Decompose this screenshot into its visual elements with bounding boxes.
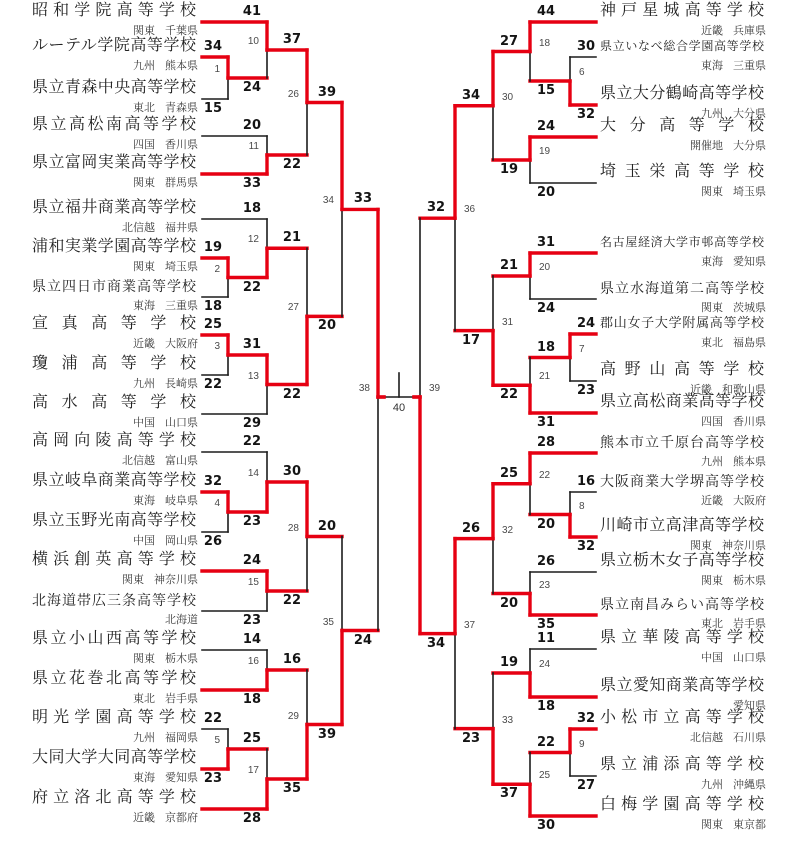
team-region	[32, 574, 198, 587]
match-number: 2	[214, 263, 220, 275]
match-number: 35	[322, 616, 334, 628]
team-region	[600, 652, 766, 665]
match-number: 14	[247, 468, 259, 479]
team-name: 県立いなべ総合学園高等学校	[600, 39, 764, 53]
match-number: 16	[247, 656, 259, 667]
region-prefecture: 茨城県	[733, 302, 766, 314]
score-label: 20	[537, 185, 556, 200]
score-label: 18	[242, 201, 261, 216]
region-prefecture: 石川県	[733, 732, 766, 744]
team-name: 県立青森中央高等学校	[32, 79, 196, 96]
match-number: 23	[539, 579, 551, 591]
score-label: 31	[537, 415, 556, 430]
team-name: 県立水海道第二高等学校	[600, 280, 764, 296]
region-block: 近畿	[701, 25, 723, 37]
region-block: 関東	[701, 575, 723, 587]
team-name: 県立栃木女子高等学校	[600, 552, 764, 569]
score-label: 23	[577, 383, 596, 398]
match-number: 7	[579, 343, 585, 355]
team-name: 県立玉野光南高等学校	[32, 512, 196, 529]
match-number: 30	[502, 91, 514, 103]
score-label: 35	[537, 617, 556, 632]
score-label: 35	[282, 781, 301, 796]
region-prefecture: 千葉県	[165, 25, 198, 37]
score-label: 24	[577, 316, 596, 331]
match-number: 27	[287, 302, 299, 314]
score-label: 29	[242, 416, 261, 431]
score-label: 34	[427, 635, 446, 651]
match-number: 20	[539, 262, 551, 273]
region-block: 関東	[701, 302, 723, 314]
region-block: 東海	[133, 300, 155, 312]
team-name: 埼玉栄高等学校	[600, 163, 764, 180]
score-label: 32	[203, 474, 222, 489]
region-prefecture: 福岡県	[165, 732, 198, 744]
region-block: 九州	[133, 378, 155, 390]
team-region	[600, 140, 766, 153]
region-block: 北信越	[122, 455, 155, 467]
team-name: 県立高松商業高等学校	[600, 393, 764, 410]
team-region	[32, 535, 198, 548]
region-block: 関東	[133, 177, 155, 189]
team-region	[32, 177, 198, 190]
score-label: 24	[353, 632, 372, 648]
match-number: 21	[539, 371, 551, 383]
team-name: 宣真高等学校	[32, 315, 196, 332]
region-prefecture: 栃木県	[733, 575, 766, 587]
score-label: 23	[203, 771, 222, 786]
team-region	[32, 732, 198, 745]
region-block: 中国	[133, 535, 155, 547]
team-region	[32, 378, 198, 391]
region-block: 東北	[133, 102, 155, 114]
score-label: 19	[500, 655, 519, 670]
score-label: 32	[577, 107, 596, 122]
team-name: 横浜創英高等学校	[32, 551, 196, 568]
team-name: 白梅学園高等学校	[600, 796, 764, 813]
team-name: 県立福井商業高等学校	[32, 199, 196, 216]
region-prefecture: 兵庫県	[733, 25, 766, 37]
match-number: 32	[502, 524, 514, 536]
score-label: 32	[427, 200, 446, 216]
score-label: 34	[462, 87, 481, 103]
score-label: 24	[242, 80, 261, 95]
region-prefecture: 福島県	[733, 337, 766, 349]
match-number: 9	[579, 738, 585, 750]
region-prefecture: 岡山県	[165, 535, 198, 547]
match-number: 4	[214, 498, 220, 509]
region-block: 中国	[133, 417, 155, 429]
region-block: 四国	[133, 139, 155, 151]
team-name: 県立四日市商業高等学校	[32, 278, 196, 294]
team-name: 県立花巻北高等学校	[32, 670, 196, 687]
region-prefecture: 三重県	[733, 60, 766, 72]
score-label: 15	[537, 83, 556, 98]
score-label: 31	[242, 337, 261, 352]
team-region	[600, 416, 766, 429]
team-region	[32, 60, 198, 73]
team-region	[32, 261, 198, 274]
region-block: 東海	[133, 772, 155, 784]
score-label: 37	[500, 786, 519, 802]
score-label: 22	[203, 711, 222, 726]
team-region	[600, 256, 766, 269]
score-label: 20	[317, 518, 336, 534]
team-region	[32, 812, 198, 825]
score-label: 22	[537, 734, 556, 750]
score-label: 22	[282, 386, 301, 402]
region-block: 関東	[701, 186, 723, 198]
team-region	[600, 732, 766, 745]
region-block: 九州	[701, 779, 723, 791]
score-label: 25	[500, 465, 519, 481]
score-label: 25	[203, 317, 222, 332]
score-label: 39	[317, 84, 336, 100]
region-block: 東北	[133, 693, 155, 705]
team-region	[600, 186, 766, 199]
score-label: 27	[500, 33, 519, 49]
region-block: 関東	[122, 574, 144, 586]
team-name: 瓊浦高等学校	[32, 355, 196, 372]
region-block: 中国	[701, 652, 723, 664]
region-block: 近畿	[133, 338, 155, 350]
team-name: 県立大分鶴崎高等学校	[600, 85, 764, 102]
team-region	[600, 456, 766, 469]
match-number: 12	[247, 234, 259, 246]
match-number: 28	[287, 522, 299, 534]
region-block: 関東	[133, 25, 155, 37]
team-region	[32, 653, 198, 666]
score-label: 23	[242, 613, 261, 628]
team-name: 府立洛北高等学校	[32, 789, 196, 806]
match-number: 15	[247, 577, 259, 588]
team-name: 大阪商業大学堺高等学校	[600, 473, 764, 489]
score-label: 19	[500, 162, 519, 177]
team-name: 県立南昌みらい高等学校	[600, 596, 764, 612]
team-region	[32, 300, 198, 313]
team-region	[32, 614, 198, 627]
team-name: 北海道帯広三条高等学校	[32, 592, 196, 608]
score-label: 21	[282, 230, 301, 246]
region-prefecture: 熊本県	[165, 60, 198, 72]
match-number: 3	[214, 341, 220, 352]
score-label: 26	[203, 534, 222, 549]
score-label: 28	[537, 435, 556, 450]
match-number: 5	[214, 735, 220, 746]
region-prefecture: 埼玉県	[733, 186, 766, 198]
region-prefecture: 京都府	[165, 812, 198, 824]
region-prefecture: 香川県	[733, 416, 766, 428]
score-label: 20	[537, 516, 556, 532]
score-label: 17	[462, 332, 481, 348]
match-number: 29	[287, 710, 299, 722]
match-number: 19	[539, 146, 551, 157]
region-block: 近畿	[701, 495, 723, 507]
score-label: 22	[500, 387, 519, 403]
score-label: 41	[242, 4, 261, 19]
team-name: 神戸星城高等学校	[600, 2, 764, 19]
score-label: 18	[242, 692, 261, 707]
region-block: 東北	[701, 337, 723, 349]
region-prefecture: 栃木県	[165, 653, 198, 665]
team-name: 川崎市立高津高等学校	[600, 517, 764, 534]
team-region	[600, 337, 766, 350]
match-number: 13	[247, 370, 259, 382]
match-number: 34	[322, 195, 334, 207]
score-label: 24	[537, 301, 556, 316]
team-name: 県立華陵高等学校	[600, 629, 764, 646]
score-label: 26	[537, 554, 556, 569]
region-block: 近畿	[690, 384, 712, 396]
region-prefecture: 大阪府	[165, 338, 198, 350]
region-prefecture: 神奈川県	[722, 540, 766, 552]
team-name: 大同大学大同高等学校	[32, 749, 196, 766]
region-block: 四国	[701, 416, 723, 428]
team-region	[32, 338, 198, 351]
score-label: 33	[353, 191, 372, 207]
team-region	[600, 819, 766, 832]
match-number: 1	[214, 64, 220, 75]
region-block: 東海	[701, 60, 723, 72]
match-number: 33	[502, 714, 514, 726]
region-prefecture: 岐阜県	[165, 495, 198, 507]
match-number: 6	[579, 67, 585, 78]
team-name: 昭和学院高等学校	[32, 2, 196, 19]
team-name: 小松市立高等学校	[600, 709, 764, 726]
region-block: 東海	[133, 495, 155, 507]
score-label: 18	[537, 339, 556, 355]
region-block: 近畿	[133, 812, 155, 824]
region-prefecture: 大分県	[733, 108, 766, 120]
score-label: 19	[203, 240, 222, 255]
team-region	[32, 102, 198, 115]
match-number: 39	[429, 383, 441, 394]
region-prefecture: 大分県	[733, 140, 766, 152]
score-label: 34	[203, 39, 222, 54]
region-block: 九州	[133, 732, 155, 744]
team-name: 県立小山西高等学校	[32, 630, 196, 647]
score-label: 20	[242, 118, 261, 133]
region-prefecture: 北海道	[165, 614, 198, 626]
team-name: 県立愛知商業高等学校	[600, 677, 764, 694]
region-prefecture: 岩手県	[733, 618, 766, 630]
match-number: 8	[579, 500, 585, 512]
score-label: 22	[282, 157, 301, 172]
score-label: 22	[242, 279, 261, 295]
score-label: 22	[203, 377, 222, 392]
score-label: 14	[242, 632, 261, 647]
team-region	[600, 60, 766, 73]
score-label: 23	[242, 514, 261, 529]
team-name: 県立高松南高等学校	[32, 116, 196, 133]
score-label: 26	[462, 520, 481, 536]
region-prefecture: 神奈川県	[154, 574, 198, 586]
score-label: 30	[577, 39, 596, 54]
region-block: 東海	[701, 256, 723, 268]
region-block: 関東	[133, 261, 155, 273]
score-label: 22	[242, 434, 261, 449]
score-label: 30	[537, 818, 556, 833]
region-block: 関東	[133, 653, 155, 665]
match-number: 17	[247, 765, 259, 776]
team-region	[32, 455, 198, 468]
region-prefecture: 和歌山県	[722, 384, 766, 396]
region-block: 九州	[701, 456, 723, 468]
score-label: 31	[537, 235, 556, 250]
team-name: 高水高等学校	[32, 394, 196, 411]
region-prefecture: 愛知県	[733, 700, 766, 712]
score-label: 18	[537, 699, 556, 714]
team-name: 県立岐阜商業高等学校	[32, 472, 196, 489]
region-prefecture: 香川県	[165, 139, 198, 151]
team-region	[600, 779, 766, 792]
region-prefecture: 大阪府	[733, 495, 766, 507]
region-prefecture: 東京都	[733, 819, 766, 831]
region-prefecture: 沖縄県	[733, 779, 766, 791]
region-block: 関東	[701, 819, 723, 831]
team-name: 熊本市立千原台高等学校	[600, 434, 764, 450]
score-label: 24	[537, 119, 556, 134]
score-label: 20	[317, 318, 336, 334]
score-label: 32	[577, 539, 596, 554]
region-block: 北信越	[690, 732, 723, 744]
score-label: 33	[242, 176, 261, 191]
team-name: 県立富岡実業高等学校	[32, 154, 196, 171]
region-block: 九州	[133, 60, 155, 72]
score-label: 21	[500, 258, 519, 273]
team-name: 明光学園高等学校	[32, 709, 196, 726]
score-label: 15	[203, 101, 222, 116]
match-number: 37	[464, 619, 476, 631]
region-prefecture: 熊本県	[733, 456, 766, 468]
region-block: 関東	[690, 540, 712, 552]
score-label: 39	[317, 726, 336, 742]
team-name: 大分高等学校	[600, 117, 764, 134]
region-prefecture: 群馬県	[165, 177, 198, 189]
region-block: 九州	[701, 108, 723, 120]
score-label: 25	[242, 731, 261, 746]
region-prefecture: 愛知県	[165, 772, 198, 784]
team-name: 高岡向陵高等学校	[32, 432, 196, 449]
team-region	[32, 495, 198, 508]
score-label: 37	[282, 32, 301, 47]
region-prefecture: 岩手県	[165, 693, 198, 705]
team-region	[32, 222, 198, 235]
match-number: 38	[358, 383, 370, 394]
region-prefecture: 富山県	[165, 455, 198, 467]
region-prefecture: 山口県	[165, 417, 198, 429]
match-number: 25	[539, 770, 551, 782]
team-name: 郡山女子大学附属高等学校	[600, 315, 764, 330]
team-name: 浦和実業学園高等学校	[32, 238, 196, 255]
score-label: 27	[577, 778, 596, 793]
match-number: 24	[539, 659, 551, 670]
team-name: 県立浦添高等学校	[600, 756, 764, 773]
region-prefecture: 埼玉県	[165, 261, 198, 273]
match-number: 18	[539, 37, 551, 49]
score-label: 44	[537, 4, 556, 19]
team-region	[32, 693, 198, 706]
team-region	[32, 772, 198, 785]
score-label: 16	[282, 652, 301, 667]
match-number: 36	[464, 204, 476, 216]
region-prefecture: 山口県	[733, 652, 766, 664]
team-name: 高野山高等学校	[600, 361, 764, 378]
score-label: 11	[537, 631, 556, 646]
score-label: 32	[577, 711, 596, 726]
final-match-number: 40	[392, 402, 406, 414]
region-prefecture: 青森県	[165, 102, 198, 114]
region-block: 東北	[701, 618, 723, 630]
score-label: 23	[462, 730, 481, 746]
score-label: 24	[242, 553, 261, 568]
region-block: 北信越	[122, 222, 155, 234]
team-region	[32, 417, 198, 430]
match-number: 11	[248, 141, 259, 152]
match-number: 31	[502, 316, 514, 328]
team-region	[600, 575, 766, 588]
score-label: 22	[282, 593, 301, 608]
score-label: 28	[242, 811, 261, 826]
score-label: 20	[500, 595, 519, 611]
region-prefecture: 愛知県	[733, 256, 766, 268]
score-label: 30	[282, 464, 301, 479]
score-label: 18	[203, 299, 222, 314]
region-prefecture: 長崎県	[165, 378, 198, 390]
match-number: 22	[539, 469, 551, 481]
region-prefecture: 三重県	[165, 300, 198, 312]
team-region	[32, 139, 198, 152]
match-number: 10	[247, 36, 259, 47]
score-label: 16	[577, 474, 596, 489]
team-name: 名古屋経済大学市邨高等学校	[600, 235, 764, 249]
region-block: 開催地	[690, 140, 723, 152]
region-prefecture: 福井県	[165, 222, 198, 234]
team-name: ルーテル学院高等学校	[32, 37, 196, 54]
match-number: 26	[287, 88, 299, 100]
team-region	[600, 495, 766, 508]
